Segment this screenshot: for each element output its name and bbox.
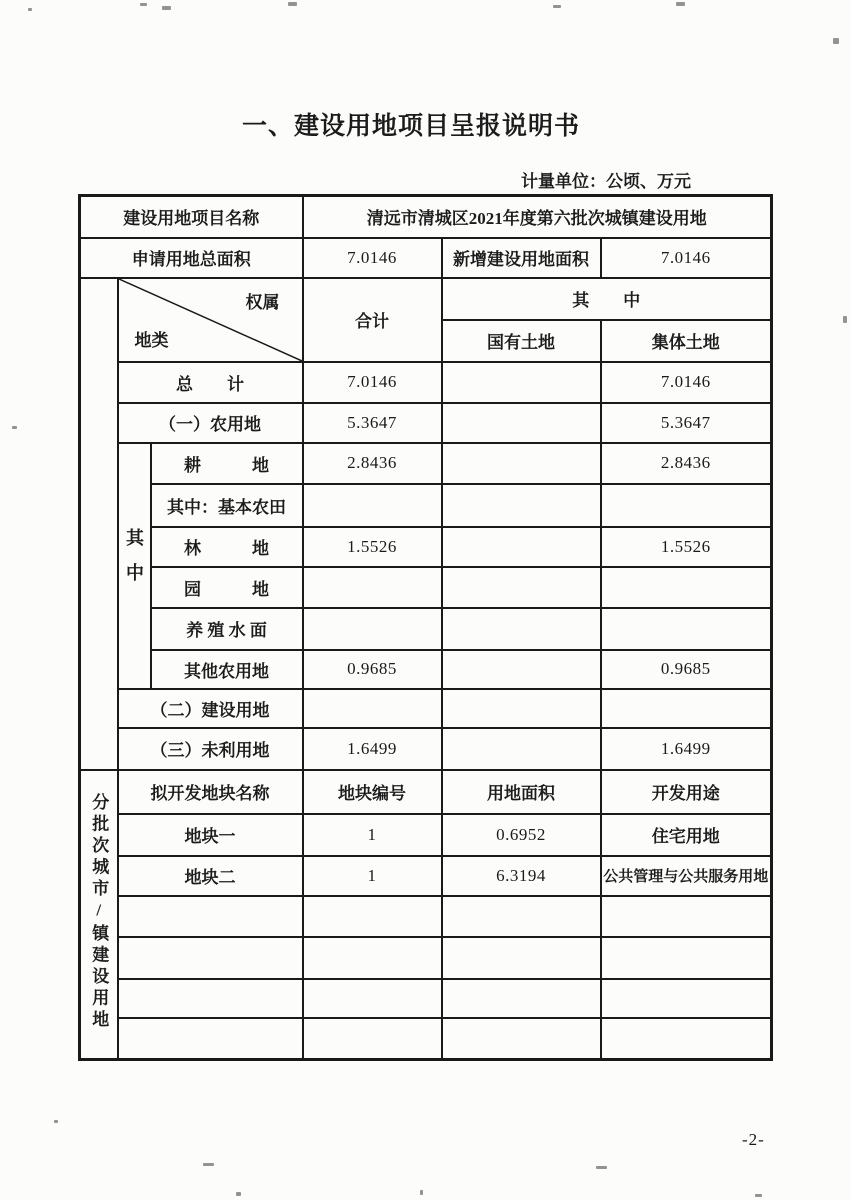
land-row-state — [442, 728, 601, 770]
parcel-row-use: 住宅用地 — [601, 814, 772, 856]
land-row-label: 其中：基本农田 — [151, 484, 303, 527]
land-row-collective: 7.0146 — [601, 362, 772, 403]
parcel-row-number — [303, 937, 442, 979]
scan-artifact — [596, 1166, 607, 1169]
parcel-row-area — [442, 979, 601, 1018]
land-row-collective: 5.3647 — [601, 403, 772, 443]
parcel-row-name — [118, 937, 303, 979]
scan-artifact — [12, 426, 17, 429]
land-row-state — [442, 567, 601, 608]
parcel-row-name — [118, 896, 303, 937]
among-column-header: 其 中 — [442, 278, 772, 320]
parcel-row-number: 1 — [303, 856, 442, 896]
parcel-row-number: 1 — [303, 814, 442, 856]
land-row-state — [442, 443, 601, 484]
parcel-row-use — [601, 979, 772, 1018]
land-row-total: 2.8436 — [303, 443, 442, 484]
land-row-state — [442, 362, 601, 403]
land-use-table — [78, 194, 773, 1061]
applied-area-value: 7.0146 — [303, 238, 442, 278]
land-row-collective: 1.5526 — [601, 527, 772, 567]
scan-artifact — [28, 8, 32, 11]
new-area-label: 新增建设用地面积 — [442, 238, 601, 278]
total-column-header: 合计 — [303, 278, 442, 362]
land-row-state — [442, 689, 601, 728]
parcel-row-area — [442, 896, 601, 937]
land-row-label: 总 计 — [118, 362, 303, 403]
land-row-total — [303, 608, 442, 650]
parcel-area-header: 用地面积 — [442, 770, 601, 814]
scan-artifact — [288, 2, 297, 6]
parcel-row-name: 地块二 — [118, 856, 303, 896]
parcel-row-use — [601, 937, 772, 979]
parcel-row-use — [601, 1018, 772, 1060]
diagonal-ownership-label: 权属 — [245, 292, 280, 312]
diagonal-header-cell — [118, 278, 303, 362]
parcel-row-name: 地块一 — [118, 814, 303, 856]
land-row-collective: 1.6499 — [601, 728, 772, 770]
land-row-total: 5.3647 — [303, 403, 442, 443]
among-vertical-label: 其中 — [118, 443, 151, 689]
parcel-row-number — [303, 979, 442, 1018]
land-row-state — [442, 484, 601, 527]
new-area-value: 7.0146 — [601, 238, 772, 278]
scan-artifact — [843, 316, 847, 323]
scan-artifact — [420, 1190, 423, 1195]
land-row-total: 7.0146 — [303, 362, 442, 403]
land-row-total — [303, 567, 442, 608]
batch-section-vertical-label: 分批次城市/镇建设用地 — [80, 770, 118, 1060]
land-row-collective — [601, 484, 772, 527]
parcel-use-header: 开发用途 — [601, 770, 772, 814]
land-row-collective — [601, 608, 772, 650]
scan-artifact — [140, 3, 147, 6]
parcel-row-number — [303, 896, 442, 937]
land-row-label: 园 地 — [151, 567, 303, 608]
parcel-name-header: 拟开发地块名称 — [118, 770, 303, 814]
parcel-row-name — [118, 1018, 303, 1060]
land-row-state — [442, 608, 601, 650]
land-row-label: 林 地 — [151, 527, 303, 567]
scan-artifact — [755, 1194, 762, 1197]
scan-artifact — [236, 1192, 241, 1196]
parcel-row-area — [442, 1018, 601, 1060]
land-row-label: 耕 地 — [151, 443, 303, 484]
parcel-row-area: 6.3194 — [442, 856, 601, 896]
land-row-collective: 0.9685 — [601, 650, 772, 689]
scan-artifact — [553, 5, 561, 8]
parcel-row-use: 公共管理与公共服务用地 — [601, 856, 772, 896]
land-row-total: 1.5526 — [303, 527, 442, 567]
scan-artifact — [203, 1163, 214, 1166]
parcel-row-name — [118, 979, 303, 1018]
collective-header: 集体土地 — [601, 320, 772, 362]
land-row-collective: 2.8436 — [601, 443, 772, 484]
parcel-row-use — [601, 896, 772, 937]
parcel-row-area: 0.6952 — [442, 814, 601, 856]
land-row-total: 0.9685 — [303, 650, 442, 689]
project-name-value: 清远市清城区2021年度第六批次城镇建设用地 — [303, 196, 772, 238]
land-row-label: （一）农用地 — [118, 403, 303, 443]
measurement-unit-note: 计量单位：公顷、万元 — [521, 172, 691, 191]
land-row-label: （三）未利用地 — [118, 728, 303, 770]
land-row-label: 其他农用地 — [151, 650, 303, 689]
land-row-label: 养 殖 水 面 — [151, 608, 303, 650]
land-row-state — [442, 650, 601, 689]
state-owned-header: 国有土地 — [442, 320, 601, 362]
land-row-collective — [601, 567, 772, 608]
parcel-number-header: 地块编号 — [303, 770, 442, 814]
parcel-row-number — [303, 1018, 442, 1060]
land-row-total: 1.6499 — [303, 728, 442, 770]
diagonal-landtype-label: 地类 — [134, 330, 169, 350]
scan-artifact — [54, 1120, 58, 1123]
document-title: 一、建设用地项目呈报说明书 — [241, 113, 580, 140]
land-row-total — [303, 484, 442, 527]
scan-artifact — [162, 6, 171, 10]
left-spacer-column — [80, 278, 118, 770]
page-number: -2- — [742, 1130, 765, 1149]
land-row-state — [442, 527, 601, 567]
scan-artifact — [676, 2, 685, 6]
parcel-row-area — [442, 937, 601, 979]
land-row-total — [303, 689, 442, 728]
applied-area-label: 申请用地总面积 — [80, 238, 303, 278]
scan-artifact — [833, 38, 839, 44]
land-row-label: （二）建设用地 — [118, 689, 303, 728]
land-row-state — [442, 403, 601, 443]
project-name-label: 建设用地项目名称 — [80, 196, 303, 238]
land-row-collective — [601, 689, 772, 728]
